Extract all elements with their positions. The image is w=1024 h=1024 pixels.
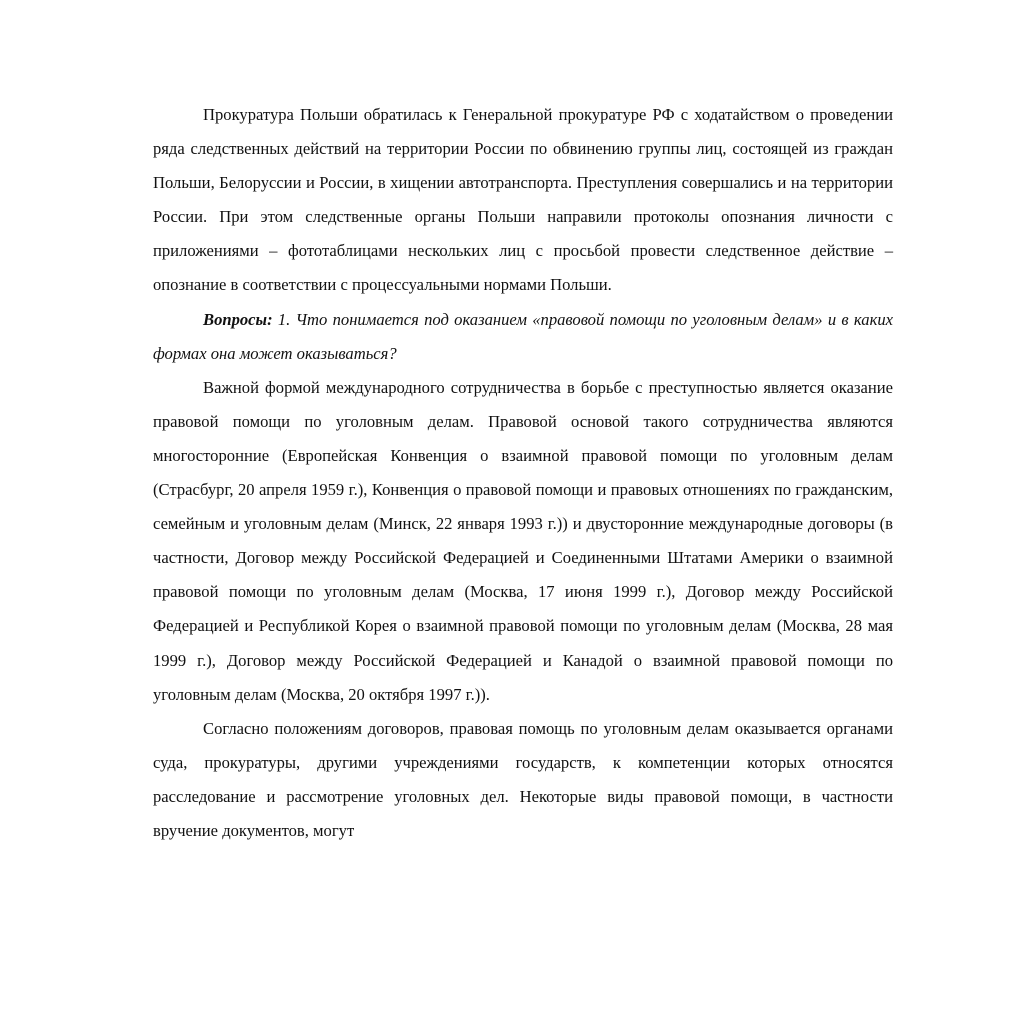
question-label: Вопросы: [203, 309, 273, 329]
case-paragraph: Прокуратура Польши обратилась к Генеральной прокуратуре РФ с ходатайством о проведении ряда следственных действий на территории России по обвинению группы лиц, состоящей из граждан Польши, Белоруссии и России, в хищении автотранспорта. Преступления совершались и на территории России. При этом следственные органы Польши направили протоколы опознания личности с приложениями – фототаблицами нескольких лиц с просьбой провести следственное действие – опознание в соответствии с процессуальными нормами Польши. [153, 105, 893, 295]
question-paragraph [153, 303, 893, 371]
document-body [153, 98, 893, 848]
answer-paragraph-2: Согласно положениям договоров, правовая помощь по уголовным делам оказывается органами суда, прокуратуры, другими учреждениями государств, к компетенции которых относятся расследование и рассмотрение уголовных дел. Некоторые виды правовой помощи, в частности вручение документов, могут [153, 718, 893, 840]
question-text: 1. Что понимается под оказанием «правовой помощи по уголовным делам» и в каких формах она может оказываться? [153, 309, 893, 363]
answer-paragraph-1: Важной формой международного сотрудничества в борьбе с преступностью является оказание правовой помощи по уголовным делам. Правовой основой такого сотрудничества являются многосторонние (Европейская Конвенция о взаимной правовой помощи по уголовным делам (Страсбург, 20 апреля 1959 г.), Конвенция о правовой помощи и правовых отношениях по гражданским, семейным и уголовным делам (Минск, 22 января 1993 г.)) и двусторонние международные договоры (в частности, Договор между Российской Федерацией и Соединенными Штатами Америки о взаимной правовой помощи по уголовным делам (Москва, 17 июня 1999 г.), Договор между Российской Федерацией и Республикой Корея о взаимной правовой помощи по уголовным делам (Москва, 28 мая 1999 г.), Договор между Российской Федерацией и Канадой о взаимной правовой помощи по уголовным делам (Москва, 20 октября 1997 г.)). [153, 377, 893, 704]
